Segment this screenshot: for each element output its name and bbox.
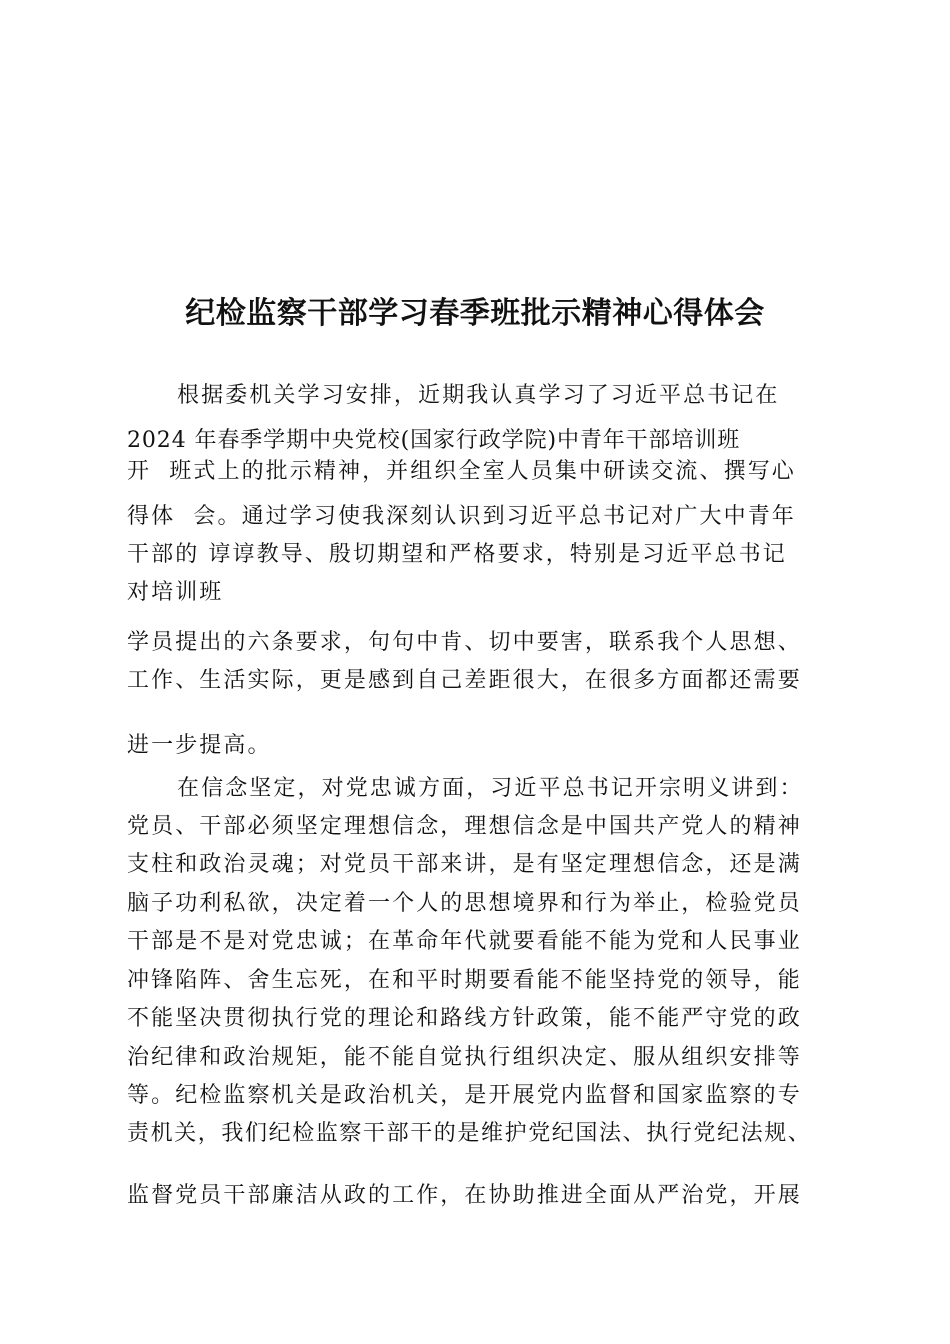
paragraph-line: 进一步提高。 bbox=[127, 733, 272, 758]
paragraph-line: 治纪律和政治规矩，能不能自觉执行组织决定、服从组织安排等 bbox=[127, 1045, 802, 1070]
paragraph-line: 党员、干部必须坚定理想信念，理想信念是中国共产党人的精神 bbox=[127, 814, 802, 839]
paragraph-line: 根据委机关学习安排，近期我认真学习了习近平总书记在 bbox=[177, 383, 780, 408]
paragraph-line: 支柱和政治灵魂；对党员干部来讲，是有坚定理想信念，还是满 bbox=[127, 852, 802, 877]
paragraph-line: 开 班式上的批示精神，并组织全室人员集中研读交流、撰写心 bbox=[127, 459, 796, 484]
paragraph-line: 等。纪检监察机关是政治机关，是开展党内监督和国家监察的专 bbox=[127, 1083, 802, 1108]
paragraph-line: 不能坚决贯彻执行党的理论和路线方针政策，能不能严守党的政 bbox=[127, 1006, 802, 1031]
paragraph-line: 对培训班 bbox=[127, 580, 224, 605]
document-title: 纪检监察干部学习春季班批示精神心得体会 bbox=[185, 296, 765, 331]
paragraph-line: 脑子功利私欲，决定着一个人的思想境界和行为举止，检验党员 bbox=[127, 891, 802, 916]
paragraph-line: 冲锋陷阵、舍生忘死，在和平时期要看能不能坚持党的领导，能 bbox=[127, 968, 802, 993]
paragraph-line: 得体 会。通过学习使我深刻认识到习近平总书记对广大中青年 bbox=[127, 504, 796, 529]
paragraph-line: 学员提出的六条要求，句句中肯、切中要害，联系我个人思想、 bbox=[127, 630, 802, 655]
paragraph-line: 监督党员干部廉洁从政的工作，在协助推进全面从严治党，开展 bbox=[127, 1183, 802, 1208]
paragraph-line: 在信念坚定，对党忠诚方面，习近平总书记开宗明义讲到： bbox=[177, 776, 804, 801]
paragraph-line: 责机关，我们纪检监察干部干的是维护党纪国法、执行党纪法规、 bbox=[127, 1121, 812, 1146]
paragraph-line: 干部的 谆谆教导、殷切期望和严格要求，特别是习近平总书记 bbox=[127, 542, 787, 567]
paragraph-line: 干部是不是对党忠诚；在革命年代就要看能不能为党和人民事业 bbox=[127, 929, 802, 954]
paragraph-line: 工作、生活实际，更是感到自己差距很大，在很多方面都还需要 bbox=[127, 668, 802, 693]
paragraph-line: 2024 年春季学期中央党校(国家行政学院)中青年干部培训班 bbox=[127, 428, 741, 453]
